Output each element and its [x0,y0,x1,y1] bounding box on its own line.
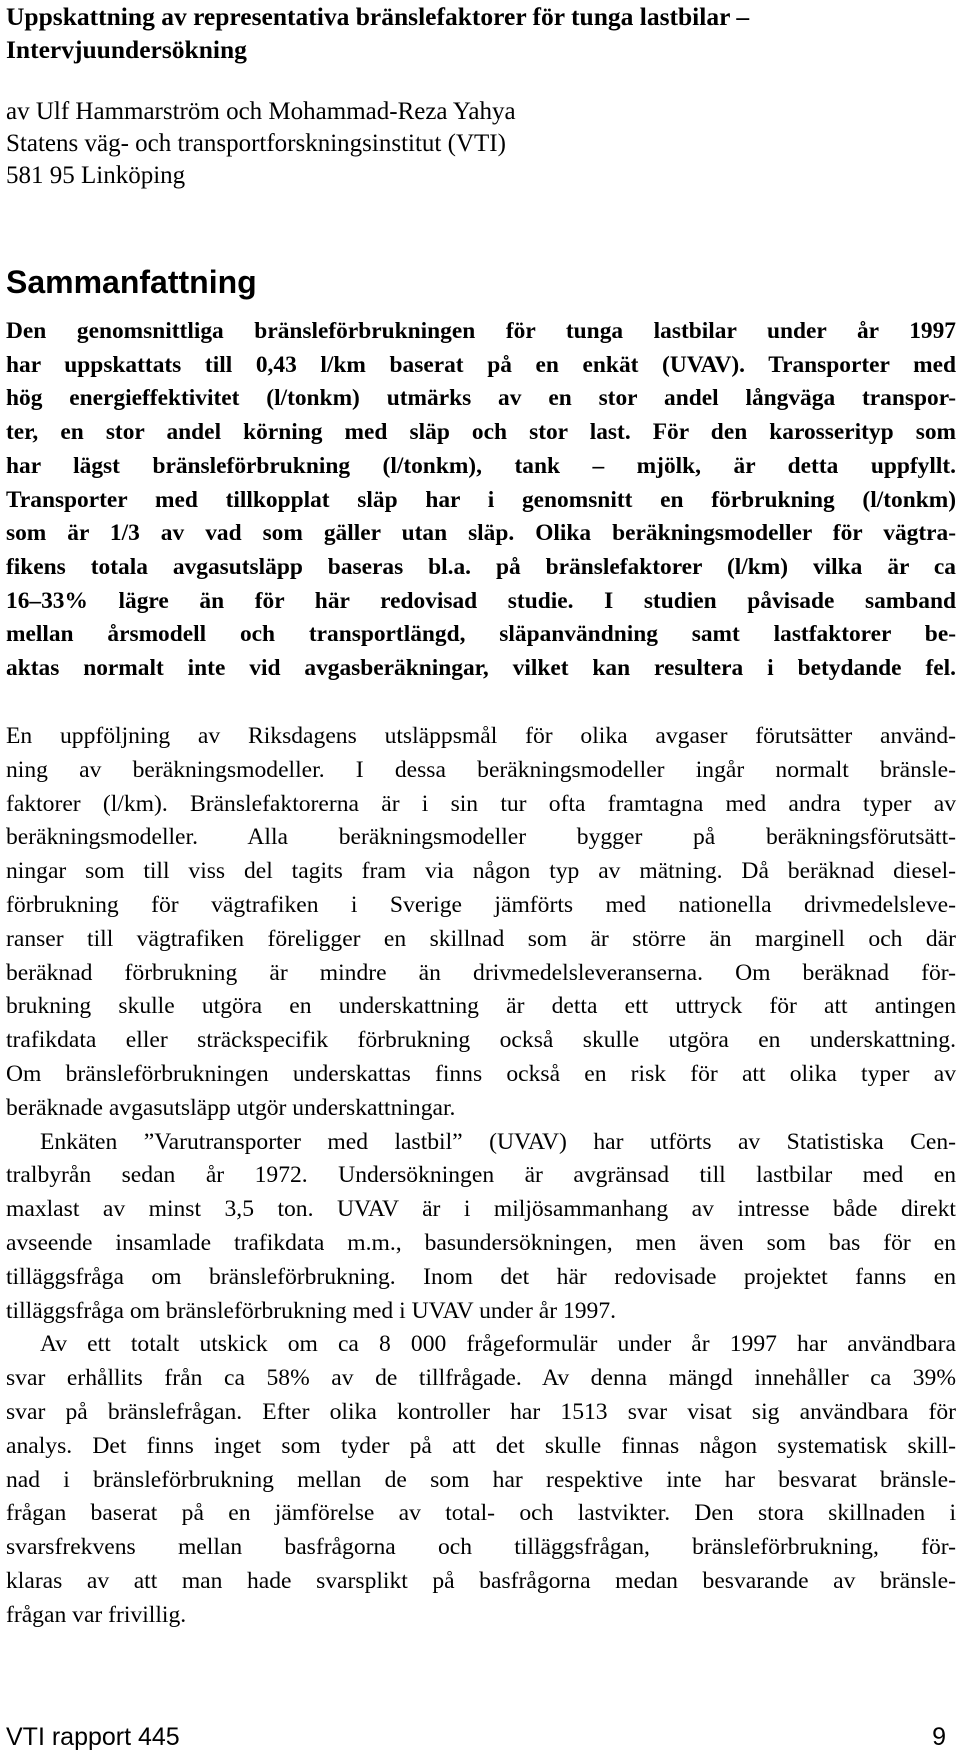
body-line: avseende insamlade trafikdata m.m., basundersökningen, men även som bas för en [6,1229,956,1256]
body-line: nad i bränsleförbrukning mellan de som har respektive inte har besvarat bränsle- [6,1466,956,1493]
summary-line: har uppskattats till 0,43 l/km baserat på en enkät (UVAV). Transporter med [6,351,956,378]
body-paragraph [6,1126,956,1329]
body-line: svarsfrekvens mellan basfrågorna och tilläggsfrågan, bränsleförbrukning, för- [6,1534,956,1561]
body-line: beräknade avgasutsläpp utgör underskattningar. [6,1094,456,1121]
body-line: brukning skulle utgöra en underskattning är detta ett uttryck för att antingen [6,993,956,1020]
author-block [6,96,946,192]
body-line: En uppföljning av Riksdagens utsläppsmål för olika avgaser förutsätter använd- [6,723,956,749]
title-line: Intervjuundersökning [6,35,247,64]
body-line: faktorer (l/km). Bränslefaktorerna är i sin tur ofta framtagna med andra typer av [6,790,956,817]
body-paragraph [6,1328,956,1632]
body-line: ning av beräkningsmodeller. I dessa beräkningsmodeller ingår normalt bränsle- [6,756,956,783]
body-line: tralbyrån sedan år 1972. Undersökningen är avgränsad till lastbilar med en [6,1162,956,1189]
body-paragraph [6,720,956,1126]
body-line: analys. Det finns inget som tyder på att det skulle finnas någon systematisk skill- [6,1432,956,1459]
body-line: ranser till vägtrafiken föreligger en skillnad som är större än marginell och där [6,925,956,952]
summary-line: ter, en stor andel körning med släp och stor last. För den karosserityp som [6,419,956,446]
section-heading: Sammanfattning [6,264,257,300]
body-line: beräknad förbrukning är mindre än drivmedelsleveranserna. Om beräknad för- [6,959,956,986]
body-line: svar erhållits från ca 58% av de tillfrågade. Av denna mängd innehåller ca 39% [6,1365,956,1392]
summary-line: aktas normalt inte vid avgasberäkningar, vilket kan resultera i betydande fel. [6,655,956,682]
page-footer [6,1722,946,1752]
body-line: svar på bränslefrågan. Efter olika kontroller har 1513 svar visat sig användbara för [6,1398,956,1425]
body-line: frågan var frivillig. [6,1601,187,1628]
document-title [6,0,946,66]
summary-line: som är 1/3 av vad som gäller utan släp. Olika beräkningsmodeller för vägtra- [6,520,956,547]
summary-line: fikens totala avgasutsläpp baseras bl.a. på bränslefaktorer (l/km) vilka är ca [6,553,956,580]
body-line: Enkäten ”Varutransporter med lastbil” (UVAV) har utförts av Statistiska Cen- [40,1128,956,1155]
page-number: 9 [932,1723,946,1751]
report-name: VTI rapport 445 [6,1723,180,1751]
body-line: förbrukning för vägtrafiken i Sverige jämförts med nationella drivmedelsleve- [6,891,956,918]
body-line: tilläggsfråga om bränsleförbrukning med i UVAV under år 1997. [6,1297,617,1324]
body-text [6,720,956,1633]
summary-line: har lägst bränsleförbrukning (l/tonkm), tank – mjölk, är detta uppfyllt. [6,452,956,479]
author-address: 581 95 Linköping [6,162,186,189]
summary-line: Den genomsnittliga bränsleförbrukningen för tunga lastbilar under år 1997 [6,318,956,344]
body-line: ningar som till viss del tagits fram via någon typ av mätning. Då beräknad diesel- [6,858,956,885]
body-line: beräkningsmodeller. Alla beräkningsmodeller bygger på beräkningsförutsätt- [6,824,956,851]
summary-line: 16–33% lägre än för här redovisad studie. I studien påvisade samband [6,587,956,614]
body-line: trafikdata eller sträckspecifik förbrukning också skulle utgöra en underskattning. [6,1027,956,1054]
body-line: Om bränsleförbrukningen underskattas finns också en risk för att olika typer av [6,1060,956,1087]
summary-line: hög energieffektivitet (l/tonkm) utmärks av en stor andel långväga transpor- [6,385,956,412]
author-names: av Ulf Hammarström och Mohammad-Reza Yahya [6,98,516,125]
title-line: Uppskattning av representativa bränslefaktorer för tunga lastbilar – [6,2,750,31]
body-line: tilläggsfråga om bränsleförbrukning. Inom det här redovisade projektet fanns en [6,1263,956,1290]
summary-line: Transporter med tillkopplat släp har i genomsnitt en förbrukning (l/tonkm) [6,486,956,513]
summary-line: mellan årsmodell och transportlängd, släpanvändning samt lastfaktorer be- [6,621,956,648]
body-line: Av ett totalt utskick om ca 8 000 frågeformulär under år 1997 har användbara [40,1331,956,1358]
summary-paragraph [6,315,956,686]
body-line: klaras av att man hade svarsplikt på basfrågorna medan besvarande av bränsle- [6,1567,956,1594]
body-line: frågan baserat på en jämförelse av total- och lastvikter. Den stora skillnaden i [6,1500,956,1527]
author-institute: Statens väg- och transportforskningsinstitut (VTI) [6,130,506,157]
body-line: maxlast av minst 3,5 ton. UVAV är i miljösammanhang av intresse både direkt [6,1196,956,1223]
